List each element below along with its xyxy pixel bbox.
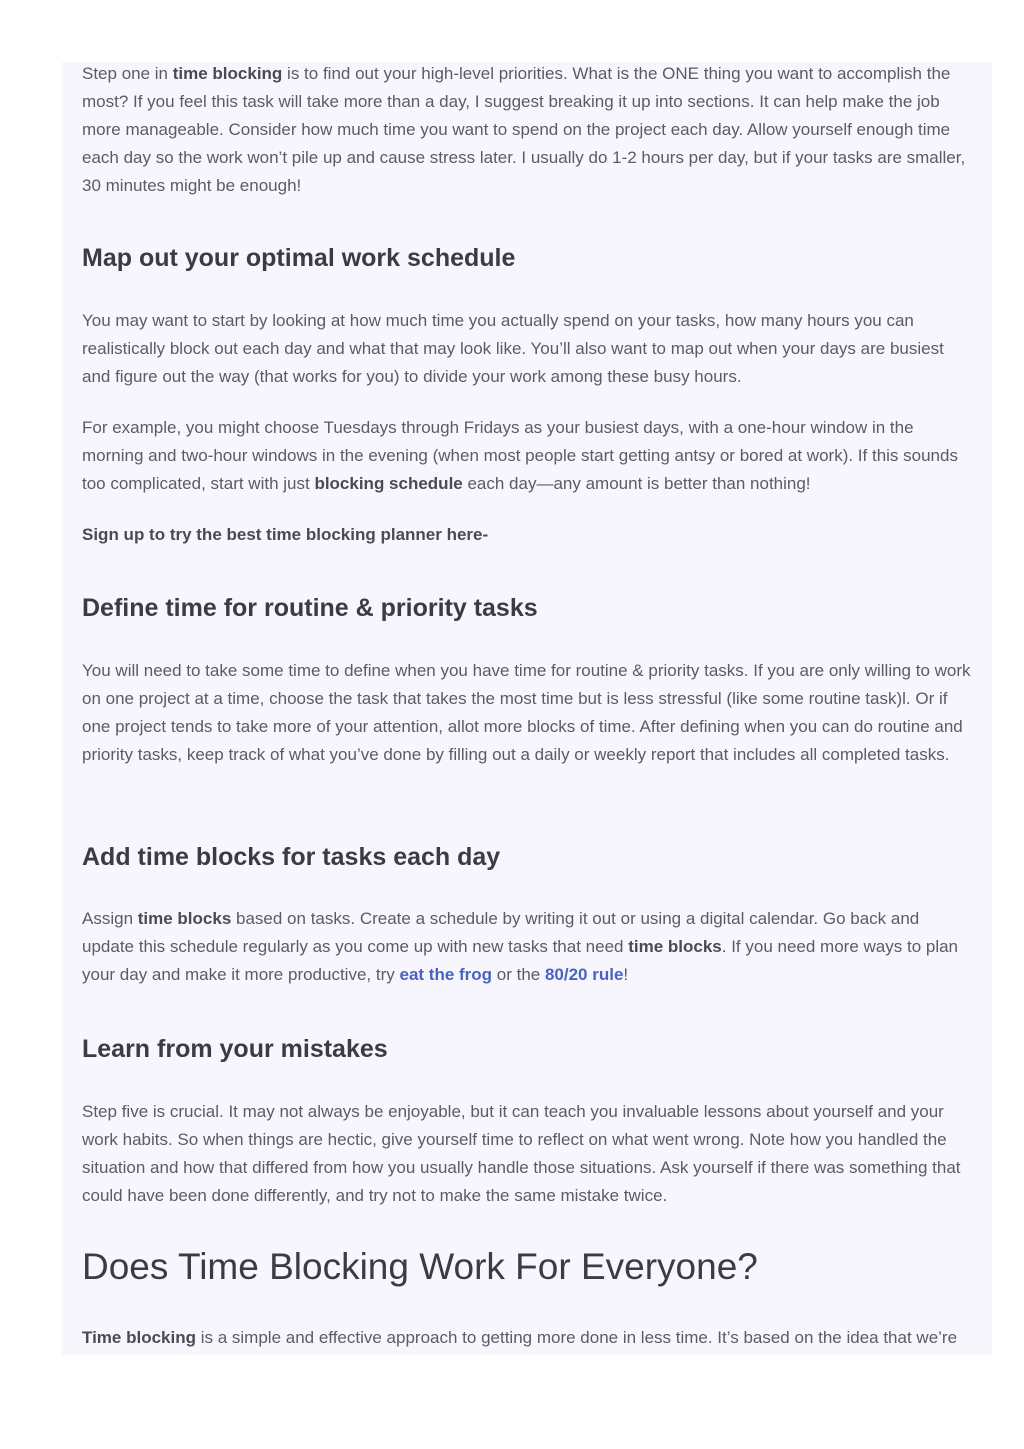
learn-paragraph: Step five is crucial. It may not always be enjoyable, but it can teach you invaluable lessons about yourself and your work habits. So when things are hectic, give yourself time to reflect on what went wrong. Note how you handled the situation and how that differed from how you usually handle those situations. Ask yourself if there was something that could have been done differently, and try not to make the same mistake twice. xyxy=(82,1102,961,1205)
heading-add-blocks: Add time blocks for tasks each day xyxy=(82,843,501,871)
eat-the-frog-link[interactable]: eat the frog xyxy=(399,965,493,984)
add-paragraph: Assign time blocks based on tasks. Create a schedule by writing it out or using a digital calendar. Go back and update this schedule regularly as you come up with new tasks that need time blocks. If you need more ways to plan your day and make it more productive, try eat the frog or the 80/20 rule! xyxy=(82,909,959,984)
80-20-rule-link[interactable]: 80/20 rule xyxy=(544,965,624,984)
map-paragraph-2: For example, you might choose Tuesdays through Fridays as your busiest days, with a one-hour window in the morning and two-hour windows in the evening (when most people start getting antsy or bored at work). If this sounds too complicated, start with just blocking schedule each day—any amount is better than nothing! xyxy=(82,418,958,493)
heading-map-schedule: Map out your optimal work schedule xyxy=(82,244,516,272)
signup-text: Sign up to try the best time blocking planner here- xyxy=(82,525,489,544)
heading-learn-mistakes: Learn from your mistakes xyxy=(82,1035,388,1063)
intro-paragraph: Step one in time blocking is to find out your high-level priorities. What is the ONE thing you want to accomplish the most? If you feel this task will take more than a day, I suggest breaking it up into sections. It can help make the job more manageable. Consider how much time you want to spend on the project each day. Allow yourself enough time each day so the work won’t pile up and cause stress later. I usually do 1-2 hours per day, but if your tasks are smaller, 30 minutes might be enough! xyxy=(82,64,966,195)
heading-define-time: Define time for routine & priority tasks xyxy=(82,594,538,622)
article-panel xyxy=(62,62,992,1355)
does-paragraph: Time blocking is a simple and effective approach to getting more done in less time. It’s based on the idea that we’re xyxy=(82,1328,958,1347)
heading-does-time-blocking-work: Does Time Blocking Work For Everyone? xyxy=(82,1246,758,1287)
define-paragraph: You will need to take some time to define when you have time for routine & priority tasks. If you are only willing to work on one project at a time, choose the task that takes the most time but is less stressful (like some routine task)l. Or if one project tends to take more of your attention, allot more blocks of time. After defining when you can do routine and priority tasks, keep track of what you’ve done by filling out a daily or weekly report that includes all completed tasks. xyxy=(82,661,971,764)
map-paragraph-1: You may want to start by looking at how much time you actually spend on your tasks, how many hours you can realistically block out each day and what that may look like. You’ll also want to map out when your days are busiest and figure out the way (that works for you) to divide your work among these busy hours. xyxy=(82,311,944,386)
